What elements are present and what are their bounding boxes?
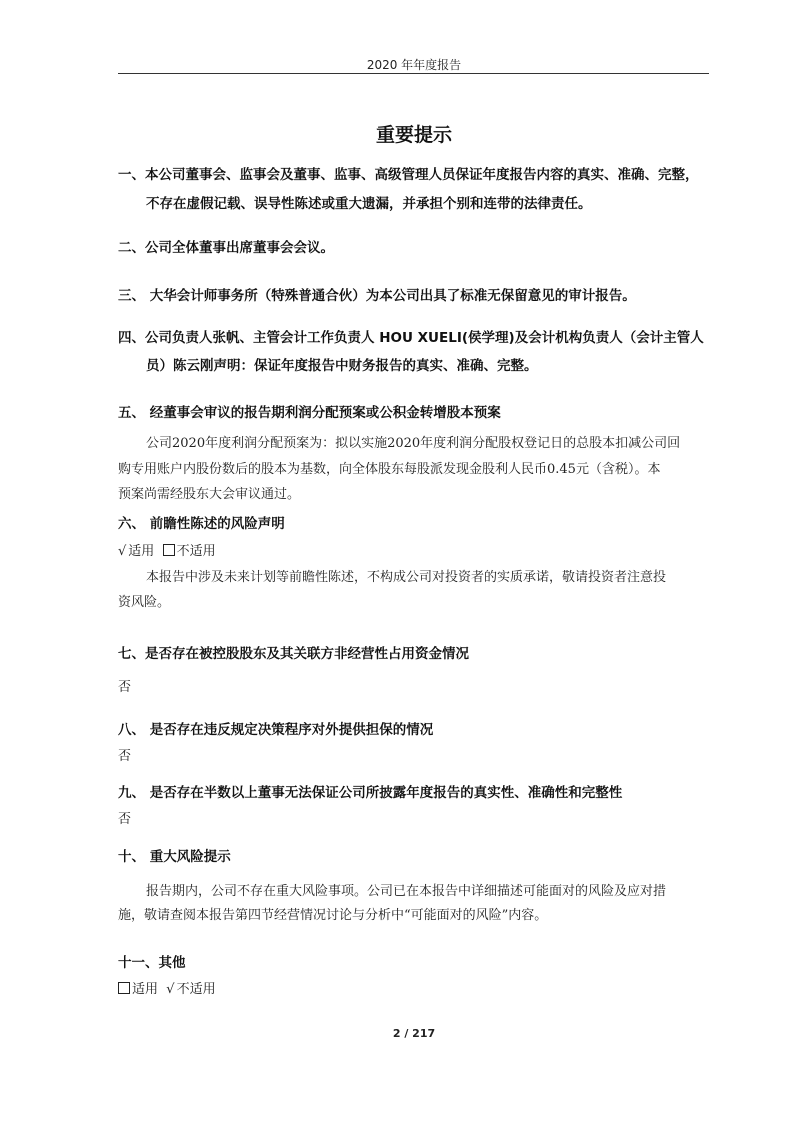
section-2: 二、公司全体董事出席董事会会议。 (118, 240, 334, 256)
section-9-heading: 九、 是否存在半数以上董事无法保证公司所披露年度报告的真实性、准确性和完整性 (118, 785, 623, 801)
section-5-paragraph-line-2: 购专用账户内股份数后的股本为基数，向全体股东每股派发现金股利人民币0.45元（含税）。本 (118, 462, 661, 477)
page-title: 重要提示 (375, 124, 452, 146)
section-6-heading: 六、 前瞻性陈述的风险声明 (118, 516, 285, 532)
section-10-paragraph-line-2: 施，敬请查阅本报告第四节经营情况讨论与分析中“可能面对的风险”内容。 (118, 908, 548, 923)
section-7-answer: 否 (118, 680, 132, 695)
section-11-heading: 十一、其他 (118, 955, 186, 971)
section-7-heading: 七、是否存在被控股股东及其关联方非经营性占用资金情况 (118, 646, 469, 662)
section-8-answer: 否 (118, 749, 132, 764)
option-not-applicable-label: 不适用 (176, 544, 216, 559)
section-11-options (118, 978, 216, 997)
option-applicable-label: 适用 (128, 544, 155, 559)
section-6-paragraph-line-1: 本报告中涉及未来计划等前瞻性陈述，不构成公司对投资者的实质承诺，敬请投资者注意投 (146, 570, 667, 585)
section-3: 三、 大华会计师事务所（特殊普通合伙）为本公司出具了标准无保留意见的审计报告。 (118, 288, 636, 304)
section-1-line-1: 一、本公司董事会、监事会及董事、监事、高级管理人员保证年度报告内容的真实、准确、完整， (118, 167, 699, 183)
section-6-paragraph-line-2: 资风险。 (118, 595, 171, 610)
option-not-applicable-label: 不适用 (176, 982, 216, 997)
page-number: 2 / 217 (392, 1027, 436, 1040)
section-8-heading: 八、 是否存在违反规定决策程序对外提供担保的情况 (118, 722, 434, 738)
empty-checkbox-icon (118, 982, 130, 994)
section-5-heading: 五、 经董事会审议的报告期利润分配预案或公积金转增股本预案 (118, 405, 501, 421)
empty-checkbox-icon (163, 544, 175, 556)
header-divider (118, 73, 709, 74)
section-1-line-2: 不存在虚假记载、误导性陈述或重大遗漏，并承担个别和连带的法律责任。 (146, 196, 592, 212)
section-10-paragraph-line-1: 报告期内，公司不存在重大风险事项。公司已在本报告中详细描述可能面对的风险及应对措 (146, 884, 667, 899)
section-4-line-2: 员）陈云刚声明：保证年度报告中财务报告的真实、准确、完整。 (146, 358, 538, 374)
section-5-paragraph-line-1: 公司2020年度利润分配预案为：拟以实施2020年度利润分配股权登记日的总股本扣减公司回 (146, 436, 681, 451)
check-mark-icon: √ (118, 544, 127, 559)
section-5-paragraph-line-3: 预案尚需经股东大会审议通过。 (118, 487, 301, 502)
section-6-options (118, 540, 216, 559)
section-9-answer: 否 (118, 812, 132, 827)
section-4-line-1: 四、公司负责人张帆、主管会计工作负责人 HOU XUELI(侯学理)及会计机构负责人（会计主管人 (118, 330, 704, 346)
check-mark-icon: √ (166, 982, 175, 997)
option-applicable-label: 适用 (132, 982, 159, 997)
section-10-heading: 十、 重大风险提示 (118, 849, 231, 865)
running-header: 2020 年年度报告 (366, 58, 462, 72)
